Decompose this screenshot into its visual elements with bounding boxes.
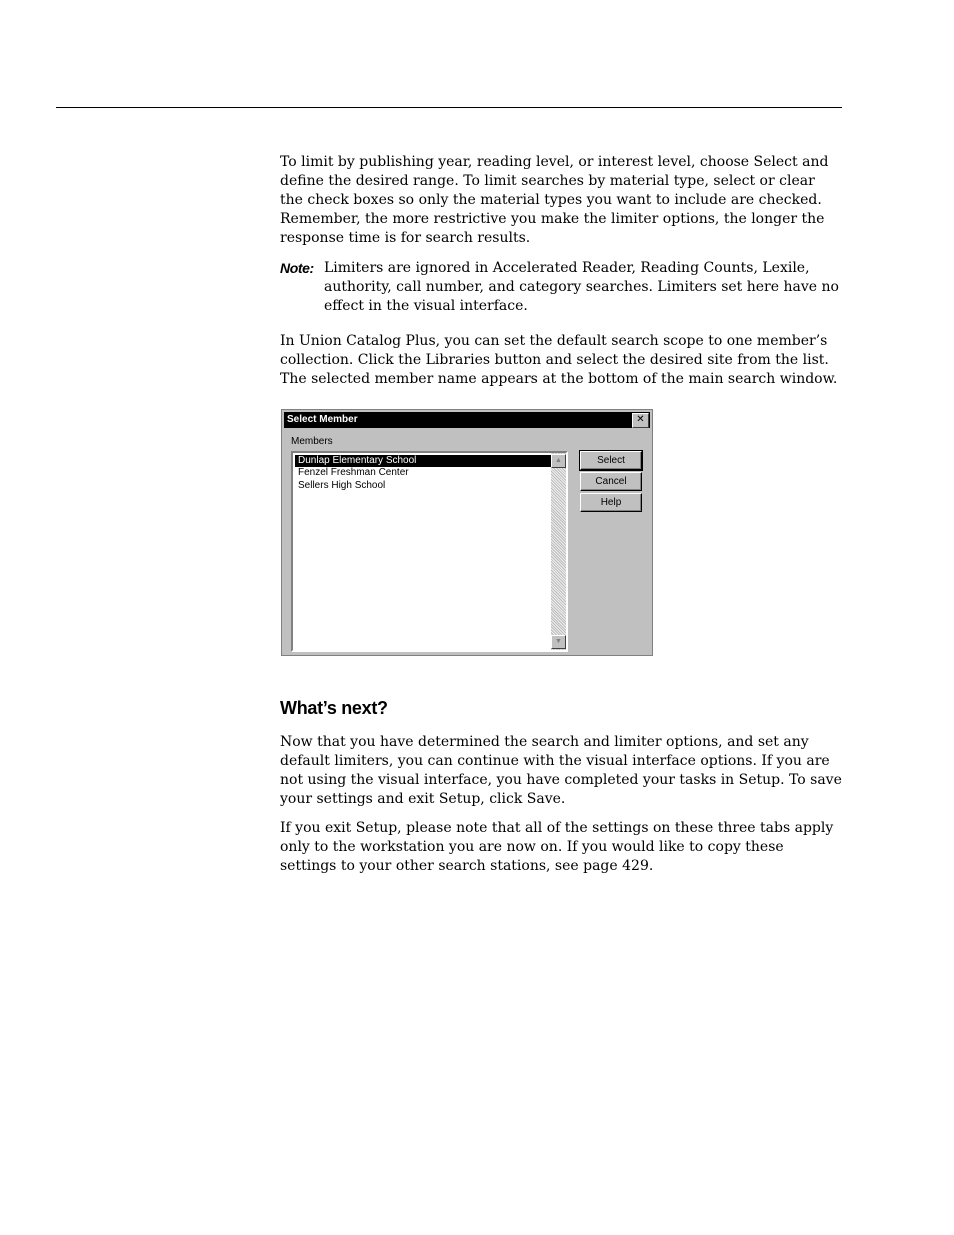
arrow-down-icon: ▼: [555, 638, 562, 645]
cancel-button[interactable]: Cancel: [580, 472, 642, 491]
dialog-title: Select Member: [287, 414, 358, 425]
help-button[interactable]: Help: [580, 493, 642, 512]
close-icon: ✕: [636, 414, 645, 425]
section-heading: What’s next?: [280, 698, 388, 718]
list-item[interactable]: Sellers High School: [298, 480, 386, 491]
dialog-titlebar[interactable]: [284, 412, 650, 428]
list-item[interactable]: Dunlap Elementary School: [295, 455, 552, 467]
select-member-dialog: [281, 409, 653, 656]
members-label: Members: [291, 436, 333, 447]
select-button[interactable]: Select: [580, 451, 642, 470]
list-item[interactable]: Fenzel Freshman Center: [298, 467, 409, 478]
paragraph-continue: Now that you have determined the search and limiter options, and set any default limiters, you can continue with the visual interface options. If you are not using the visual interface, you have completed your tasks in Setup. To save your settings and exit Setup, click Save.: [280, 734, 842, 807]
paragraph-limit-range: To limit by publishing year, reading level, or interest level, choose Select and define the desired range. To limit searches by material type, select or clear the check boxes so only the material types you want to include are checked. Remember, the more restrictive you make the limiter options, the longer the response time is for search results.: [280, 154, 829, 246]
listbox-scrollbar[interactable]: [551, 453, 566, 650]
close-button[interactable]: [632, 413, 649, 428]
note-text: Limiters are ignored in Accelerated Reader, Reading Counts, Lexile, authority, call number, and category searches. Limiters set here have no effect in the visual interface.: [324, 260, 839, 314]
paragraph-exit-setup: If you exit Setup, please note that all of the settings on these three tabs apply only to the workstation you are now on. If you would like to copy these settings to your other search stations, see page 429.: [280, 820, 834, 874]
scroll-down-button[interactable]: [551, 635, 566, 649]
header-rule: [56, 107, 842, 108]
note-block: [280, 259, 842, 316]
members-listbox[interactable]: [291, 451, 568, 652]
scroll-up-button[interactable]: [551, 454, 566, 468]
arrow-up-icon: ▲: [555, 457, 562, 464]
note-label: Note:: [280, 260, 314, 276]
paragraph-union-catalog: In Union Catalog Plus, you can set the default search scope to one member’s collection. Click the Libraries button and select the desired site from the list. The selected member name appears at the bottom of the main search window.: [280, 333, 838, 387]
